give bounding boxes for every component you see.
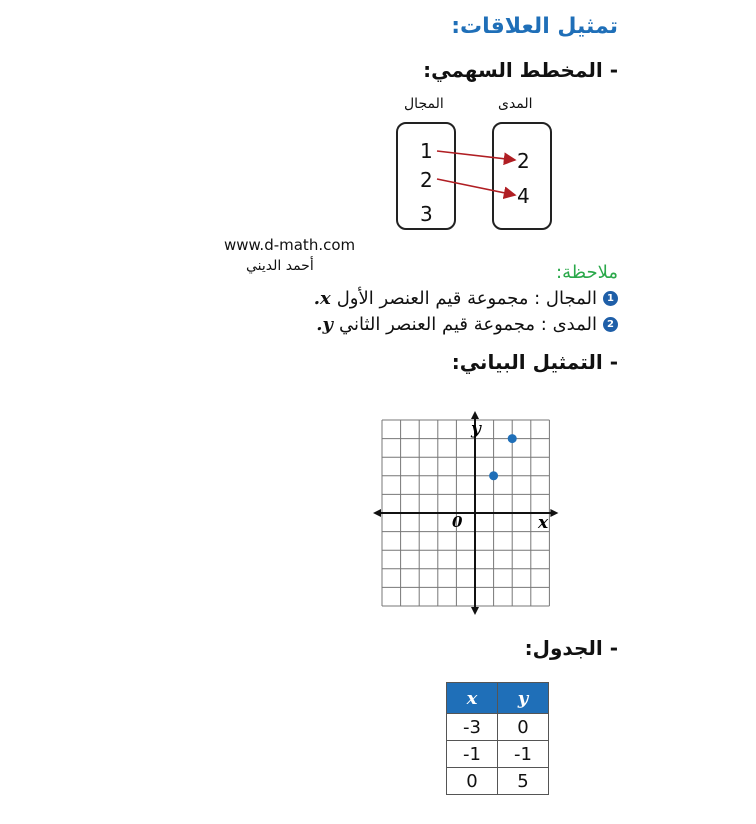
note-heading: ملاحظة: bbox=[556, 262, 618, 283]
axis-arrow-down-icon bbox=[471, 607, 479, 615]
x-axis-label: x bbox=[538, 513, 549, 533]
table-header-row bbox=[447, 683, 549, 714]
table-cell: -1 bbox=[498, 741, 549, 768]
table-row bbox=[447, 768, 549, 795]
mapping-arrows bbox=[0, 0, 756, 260]
y-axis-label: y bbox=[471, 419, 481, 439]
section-arrow-diagram-heading: - المخطط السهمي: bbox=[423, 58, 618, 82]
axis-arrow-right-icon bbox=[550, 509, 558, 517]
coordinate-graph bbox=[372, 410, 562, 615]
table-cell: -1 bbox=[447, 741, 498, 768]
author-watermark: أحمد الديني bbox=[246, 258, 314, 274]
graph-point bbox=[508, 434, 517, 443]
table-header: y bbox=[498, 683, 549, 714]
note-text: المدى : مجموعة قيم العنصر الثاني bbox=[338, 314, 597, 335]
number-bullet-icon: 1 bbox=[603, 291, 618, 306]
table-cell: 0 bbox=[498, 714, 549, 741]
website-watermark: www.d-math.com bbox=[224, 236, 356, 254]
mapping-arrow bbox=[437, 151, 515, 160]
range-value: 2 bbox=[517, 149, 530, 173]
note-item-domain bbox=[314, 288, 618, 309]
section-table-heading: - الجدول: bbox=[524, 636, 618, 660]
table-row bbox=[447, 714, 549, 741]
note-text: المجال : مجموعة قيم العنصر الأول bbox=[336, 288, 597, 309]
note-variable: y. bbox=[316, 314, 333, 335]
note-item-range bbox=[316, 314, 618, 335]
domain-value: 2 bbox=[420, 168, 433, 192]
graph-point bbox=[489, 471, 498, 480]
number-bullet-icon: 2 bbox=[603, 317, 618, 332]
axis-arrow-left-icon bbox=[373, 509, 381, 517]
values-table bbox=[446, 682, 549, 795]
table-cell: 5 bbox=[498, 768, 549, 795]
domain-value: 3 bbox=[420, 202, 433, 226]
table-cell: -3 bbox=[447, 714, 498, 741]
range-value: 4 bbox=[517, 184, 530, 208]
note-variable: x. bbox=[313, 288, 331, 309]
axis-arrow-up-icon bbox=[471, 411, 479, 419]
domain-value: 1 bbox=[420, 139, 433, 163]
section-graph-heading: - التمثيل البياني: bbox=[451, 350, 618, 374]
table-row bbox=[447, 741, 549, 768]
mapping-arrow bbox=[437, 179, 515, 195]
range-label: المدى bbox=[498, 96, 533, 112]
table-cell: 0 bbox=[447, 768, 498, 795]
domain-label: المجال bbox=[404, 96, 444, 112]
origin-label: 0 bbox=[452, 513, 463, 531]
page-title: تمثيل العلاقات: bbox=[451, 14, 618, 39]
table-header: x bbox=[447, 683, 498, 714]
